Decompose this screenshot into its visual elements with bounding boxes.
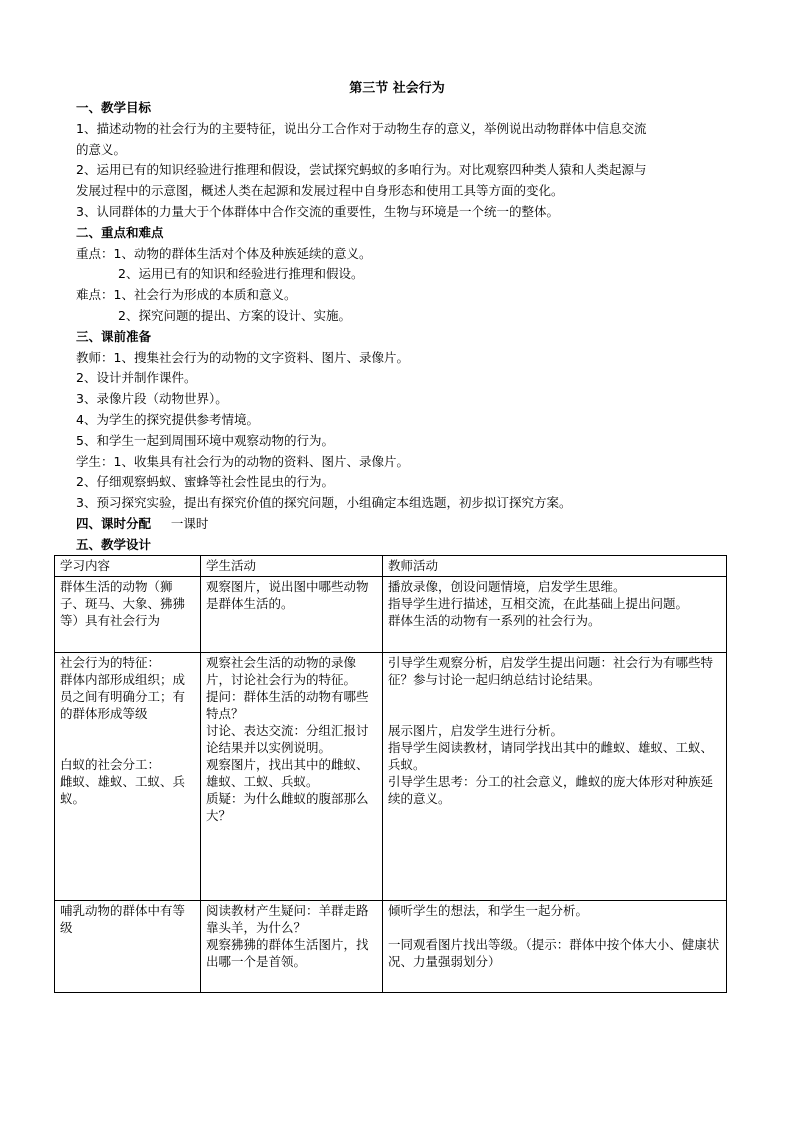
content-line: 群体内部形成组织；成员之间有明确分工；有的群体形成等级 — [60, 672, 186, 721]
table-cell-teacher — [383, 653, 727, 901]
difficulty-line: 难点：1、社会行为形成的本质和意义。 — [76, 287, 297, 303]
student-line: 讨论、表达交流：分组汇报讨论结果并以实例说明。 — [206, 723, 369, 755]
table-row — [55, 653, 727, 901]
prep-line: 5、和学生一起到周围环境中观察动物的行为。 — [76, 432, 334, 448]
table-row — [55, 577, 727, 653]
student-line: 观察社会生活的动物的录像片，讨论社会行为的特征。 — [206, 655, 357, 687]
content-line: 白蚁的社会分工： — [60, 757, 161, 772]
spacer — [388, 919, 721, 936]
table-header-row — [55, 556, 727, 577]
time-heading: 四、课时分配 — [76, 515, 152, 531]
table-cell-teacher — [383, 577, 727, 653]
objective-line: 发展过程中的示意图，概述人类在起源和发展过程中自身形态和使用工具等方面的变化。 — [76, 183, 564, 199]
teacher-line: 一同观看图片找出等级。（提示：群体中按个体大小、健康状况、力量强弱划分） — [388, 937, 720, 969]
table-cell-student — [201, 653, 383, 901]
teacher-line: 指导学生进行描述，互相交流，在此基础上提出问题。 — [388, 596, 689, 611]
header-cell: 学生活动 — [201, 556, 383, 577]
header-cell: 学习内容 — [55, 556, 201, 577]
lesson-design-table — [54, 555, 727, 993]
student-line: 观察图片，找出其中的雌蚁、雄蚁、工蚁、兵蚁。 — [206, 757, 369, 789]
page-title: 第三节 社会行为 — [349, 81, 445, 96]
objective-line: 的意义。 — [76, 141, 127, 157]
teacher-line: 倾听学生的想法，和学生一起分析。 — [388, 903, 589, 918]
student-line: 质疑：为什么雌蚁的腹部那么大？ — [206, 791, 369, 823]
student-line: 阅读教材产生疑问：羊群走路靠头羊，为什么？ — [206, 903, 369, 935]
key-point-line: 重点：1、动物的群体生活对个体及种族延续的意义。 — [76, 245, 372, 261]
teacher-line: 展示图片，启发学生进行分析。 — [388, 723, 564, 738]
objective-line: 3、认同群体的力量大于个体群体中合作交流的重要性，生物与环境是一个统一的整体。 — [76, 203, 559, 219]
table-row — [55, 901, 727, 993]
teacher-line: 引导学生思考：分工的社会意义，雌蚁的庞大体形对种族延续的意义。 — [388, 774, 714, 806]
prep-line: 3、录像片段（动物世界）。 — [76, 391, 228, 407]
section-heading-preparation: 三、课前准备 — [76, 328, 152, 344]
prep-line: 2、仔细观察蚂蚁、蜜蜂等社会性昆虫的行为。 — [76, 474, 334, 490]
student-line: 提问：群体生活的动物有哪些特点？ — [206, 689, 369, 721]
document-body — [76, 98, 726, 556]
table-cell-teacher — [383, 901, 727, 993]
table-cell-content: 群体生活的动物（狮子、斑马、大象、狒狒等）具有社会行为 — [55, 577, 201, 653]
table-cell-student: 观察图片，说出图中哪些动物是群体生活的。 — [201, 577, 383, 653]
student-line: 观察狒狒的群体生活图片，找出哪一个是首领。 — [206, 937, 369, 969]
prep-line: 教师：1、搜集社会行为的动物的文字资料、图片、录像片。 — [76, 349, 409, 365]
difficulty-line: 2、探究问题的提出、方案的设计、实施。 — [118, 307, 351, 323]
section-heading-objectives: 一、教学目标 — [76, 100, 152, 115]
section-heading-design: 五、教学设计 — [76, 536, 152, 552]
section-heading-key-points: 二、重点和难点 — [76, 224, 164, 240]
objective-line: 2、运用已有的知识经验进行推理和假设，尝试探究蚂蚁的多咱行为。对比观察四种类人猿和人类起源与 — [76, 162, 647, 178]
spacer — [388, 688, 721, 722]
header-cell: 教师活动 — [383, 556, 727, 577]
table-cell-student — [201, 901, 383, 993]
teacher-line: 播放录像，创设问题情境，启发学生思维。 — [388, 579, 626, 594]
time-value: 一课时 — [170, 515, 209, 531]
teacher-line: 引导学生观察分析，启发学生提出问题：社会行为有哪些特征？参与讨论一起归纳总结讨论结果。 — [388, 655, 714, 687]
prep-line: 学生：1、收集具有社会行为的动物的资料、图片、录像片。 — [76, 453, 409, 469]
prep-line: 3、预习探究实验，提出有探究价值的探究问题，小组确定本组选题，初步拟订探究方案。 — [76, 495, 572, 511]
table-cell-content: 哺乳动物的群体中有等级 — [55, 901, 201, 993]
teacher-line: 指导学生阅读教材，请同学找出其中的雌蚁、雄蚁、工蚁、兵蚁。 — [388, 740, 714, 772]
key-point-line: 2、运用已有的知识和经验进行推理和假设。 — [118, 266, 364, 282]
content-line: 社会行为的特征： — [60, 655, 161, 670]
objective-line: 1、描述动物的社会行为的主要特征，说出分工合作对于动物生存的意义，举例说出动物群体中信息交流 — [76, 120, 647, 136]
teacher-line: 群体生活的动物有一系列的社会行为。 — [388, 613, 601, 628]
content-line: 雌蚁、雄蚁、工蚁、兵蚁。 — [60, 774, 186, 806]
prep-line: 2、设计并制作课件。 — [76, 370, 197, 386]
prep-line: 4、为学生的探究提供参考情境。 — [76, 411, 259, 427]
table-cell-content — [55, 653, 201, 901]
section-heading-time — [76, 514, 726, 535]
spacer — [60, 722, 195, 756]
